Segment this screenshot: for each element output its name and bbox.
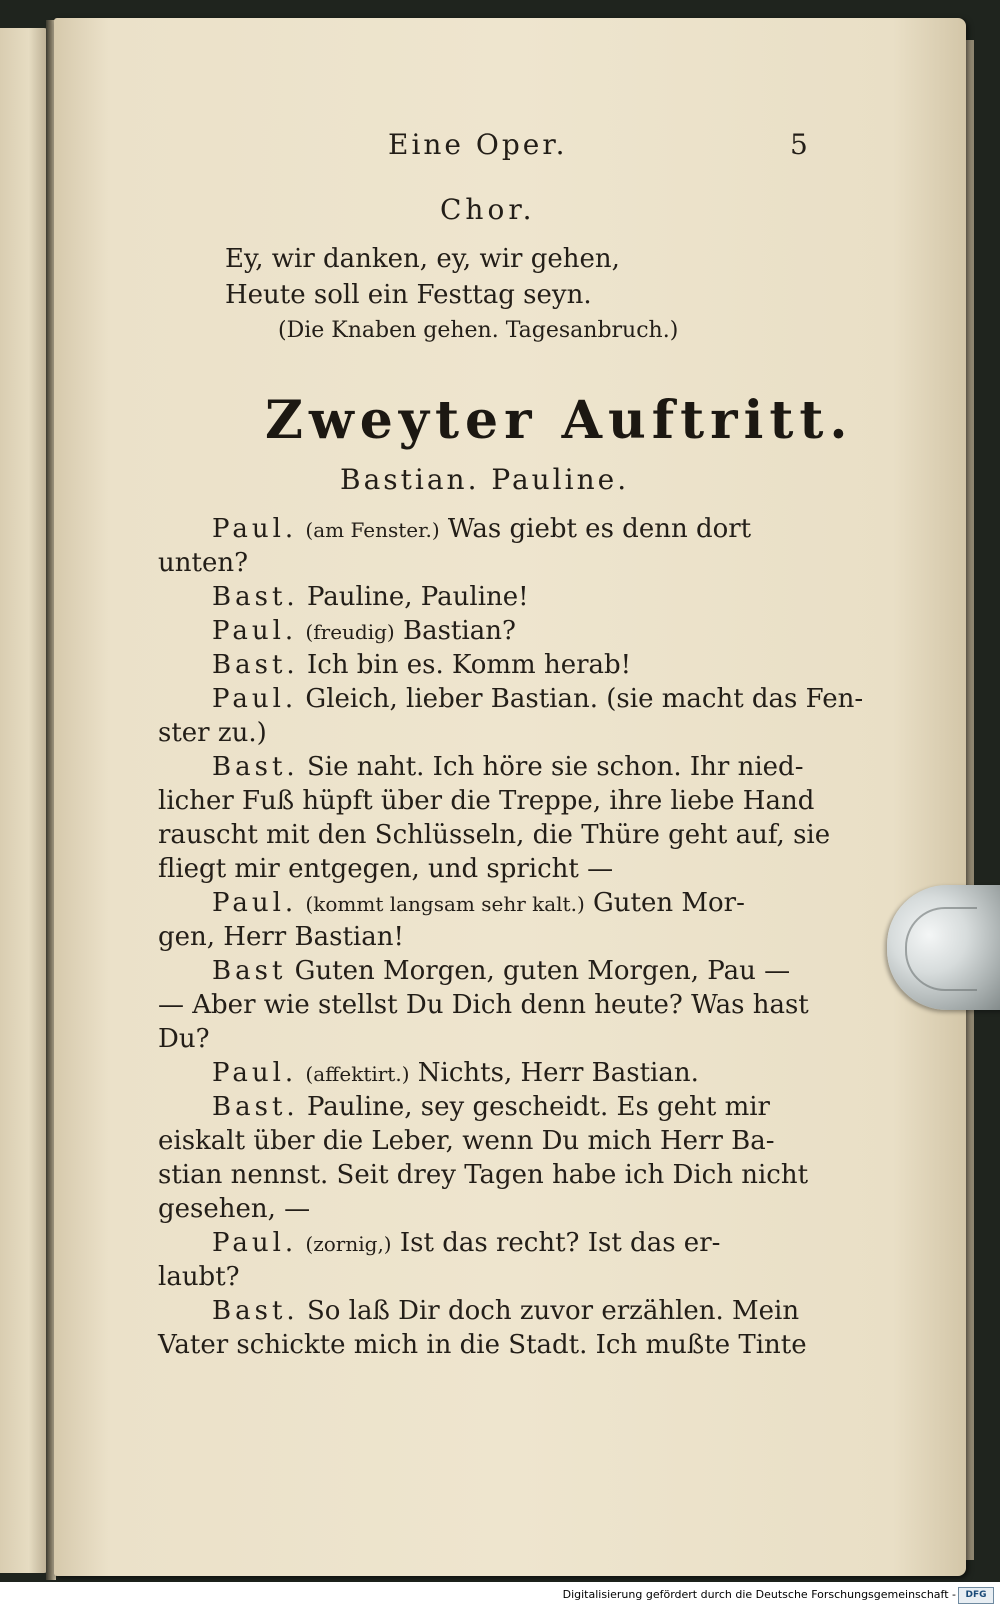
dialogue-line <box>158 1260 240 1294</box>
dialogue-text: laubt? <box>158 1262 240 1292</box>
dialogue-text: Pauline, sey gescheidt. Es geht mir <box>306 1092 770 1122</box>
dialogue-line <box>212 1294 799 1328</box>
dialogue-text: licher Fuß hüpft über die Treppe, ihre liebe Hand <box>158 786 815 816</box>
speaker-name: Bast. <box>212 1092 299 1122</box>
dialogue-text: Gleich, lieber Bastian. (sie macht das Fen- <box>305 684 864 714</box>
verse-line-2: Heute soll ein Festtag seyn. <box>225 280 592 310</box>
stage-direction-inline: (kommt langsam sehr kalt.) <box>305 892 585 916</box>
dialogue-line <box>158 818 830 852</box>
speaker-name: Paul. <box>212 616 298 646</box>
dialogue-text: Nichts, Herr Bastian. <box>417 1058 699 1088</box>
dialogue-text: Guten Morgen, guten Morgen, Pau — <box>294 956 791 986</box>
dialogue-line <box>158 988 809 1022</box>
running-head: Eine Oper. <box>388 128 568 161</box>
speaker-name: Bast. <box>212 650 299 680</box>
dialogue-line <box>212 682 863 716</box>
scene-persons: Bastian. Pauline. <box>340 463 630 496</box>
scene-title: Zweyter Auftritt. <box>265 390 854 451</box>
speaker-name: Paul. <box>212 1228 298 1258</box>
stage-direction: (Die Knaben gehen. Tagesanbruch.) <box>278 318 679 343</box>
dialogue-line <box>158 546 248 580</box>
dialogue-line <box>158 1022 210 1056</box>
dialogue-line <box>212 750 803 784</box>
dialogue-line <box>212 954 790 988</box>
dialogue-line <box>212 1056 699 1091</box>
dialogue-line <box>212 614 516 649</box>
dialogue-text: Guten Mor- <box>593 888 745 918</box>
speaker-name: Paul. <box>212 514 298 544</box>
dialogue-line <box>158 1124 775 1158</box>
stage-direction-inline: (am Fenster.) <box>305 518 440 542</box>
dialogue-line <box>212 1090 770 1124</box>
dialogue-line <box>158 852 613 886</box>
dialogue-text: Vater schickte mich in die Stadt. Ich mußte Tinte <box>158 1330 807 1360</box>
dialogue-text: Ist das recht? Ist das er- <box>399 1228 721 1258</box>
dialogue-text: Was giebt es denn dort <box>447 514 752 544</box>
dialogue-line <box>158 716 267 750</box>
dialogue-text: eiskalt über die Leber, wenn Du mich Herr Ba- <box>158 1126 775 1156</box>
dialogue-text: Ich bin es. Komm herab! <box>306 650 632 680</box>
footer-credit: Digitalisierung gefördert durch die Deutsche Forschungsgemeinschaft - <box>562 1588 956 1601</box>
dialogue-line <box>212 580 529 614</box>
dialogue-text: rauscht mit den Schlüsseln, die Thüre geht auf, sie <box>158 820 831 850</box>
dialogue-text: gen, Herr Bastian! <box>158 922 404 952</box>
dialogue-line <box>158 1192 310 1226</box>
stage-direction-inline: (affektirt.) <box>305 1062 410 1086</box>
dfg-logo: DFG <box>958 1587 994 1604</box>
dialogue-text: unten? <box>158 548 249 578</box>
speaker-name: Bast. <box>212 582 299 612</box>
dialogue-text: fliegt mir entgegen, und spricht — <box>158 854 614 884</box>
dialogue-text: stian nennst. Seit drey Tagen habe ich Dich nicht <box>158 1160 809 1190</box>
dialogue-line <box>158 1328 807 1362</box>
dialogue-text: So laß Dir doch zuvor erzählen. Mein <box>306 1296 800 1326</box>
stage-direction-inline: (zornig,) <box>305 1232 392 1256</box>
speaker-name: Bast. <box>212 752 299 782</box>
dialogue-line <box>158 920 404 954</box>
dialogue-line <box>158 784 814 818</box>
dialogue-line <box>212 1226 720 1261</box>
verse-line-1: Ey, wir danken, ey, wir gehen, <box>225 244 620 274</box>
speaker-name: Bast. <box>212 1296 299 1326</box>
speaker-name: Bast <box>212 956 287 986</box>
stage-direction-inline: (freudig) <box>305 620 395 644</box>
speaker-name: Paul. <box>212 888 298 918</box>
dialogue-line <box>212 886 745 921</box>
dialogue-text: Pauline, Pauline! <box>306 582 529 612</box>
dialogue-text: gesehen, — <box>158 1194 311 1224</box>
book-clip <box>887 885 1000 1010</box>
speaker-name: Paul. <box>212 1058 298 1088</box>
dialogue-line <box>212 648 631 682</box>
dialogue-text: Du? <box>158 1024 210 1054</box>
dialogue-line <box>158 1158 808 1192</box>
footer-bar <box>0 1582 1000 1609</box>
page-number: 5 <box>790 128 808 161</box>
dialogue-text: Sie naht. Ich höre sie schon. Ihr nied- <box>306 752 804 782</box>
dialogue-text: Bastian? <box>402 616 516 646</box>
dialogue-line <box>212 512 751 547</box>
dialogue-text: — Aber wie stellst Du Dich denn heute? Was hast <box>158 990 809 1020</box>
dialogue-text: ster zu.) <box>158 718 267 748</box>
chorus-heading: Chor. <box>440 193 536 226</box>
speaker-name: Paul. <box>212 684 298 714</box>
left-page-edge <box>0 28 48 1573</box>
